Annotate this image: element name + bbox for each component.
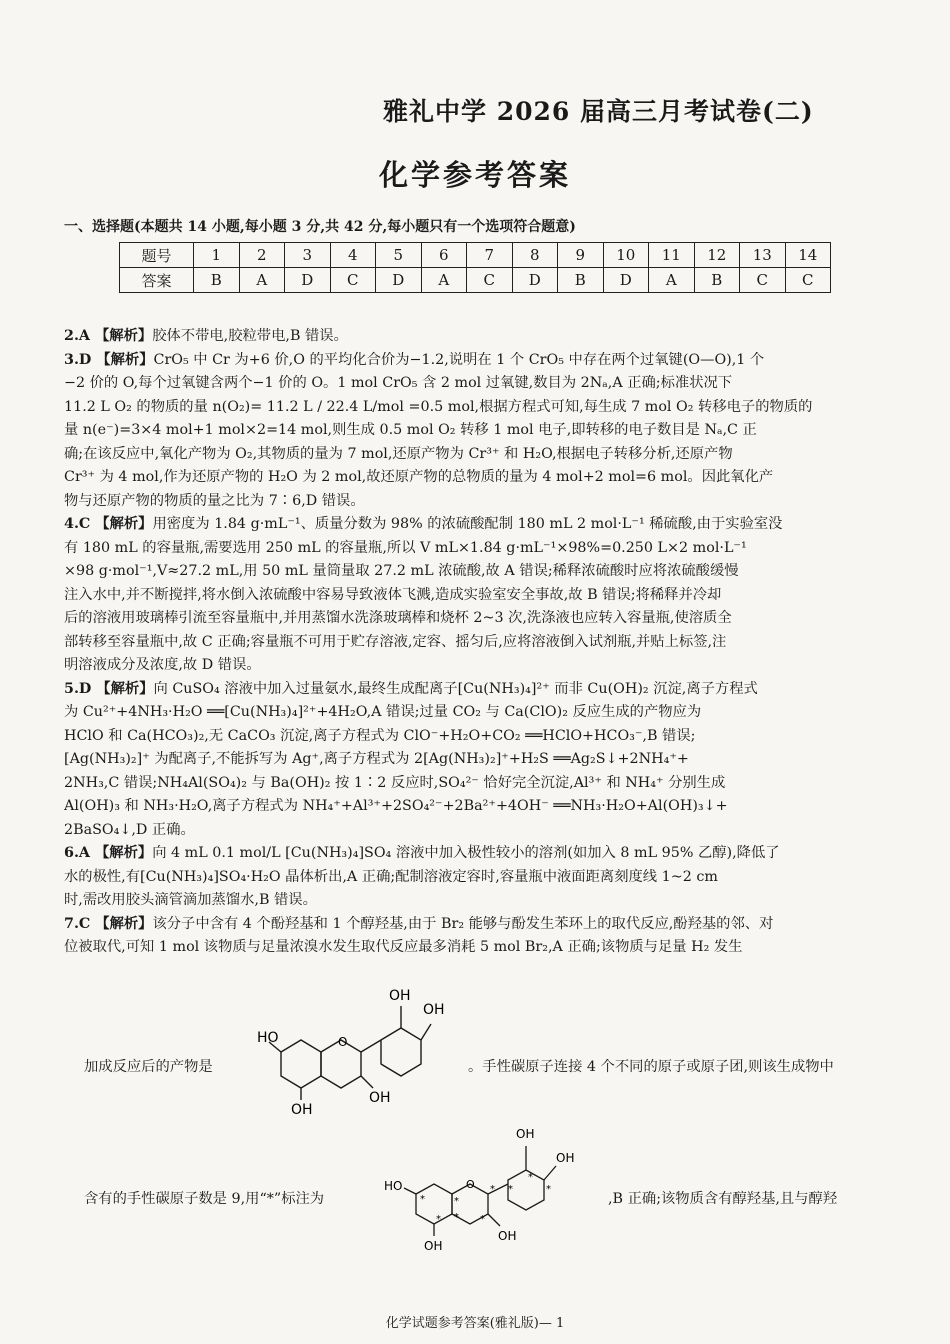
chiral-star: * [454, 1212, 459, 1223]
question-number-cell: 6 [421, 243, 467, 268]
question-number-cell: 5 [376, 243, 422, 268]
section-heading: 一、选择题(本题共 14 小题,每小题 3 分,共 42 分,每小题只有一个选项符合题意) [64, 219, 576, 235]
chiral-star: * [480, 1214, 485, 1225]
ring-oxygen-label: O [466, 1178, 475, 1191]
explanation-line [64, 537, 884, 561]
question-number-cell: 9 [558, 243, 604, 268]
explanation-text: 有 180 mL 的容量瓶,需要选用 250 mL 的容量瓶,所以 V mL×1.84 g·mL⁻¹×98%=0.250 L×2 mol·L⁻¹ [64, 539, 747, 556]
answer-cell: C [330, 268, 376, 293]
explanation-text: 时,需改用胶头滴管滴加蒸馏水,B 错误。 [64, 892, 317, 908]
question-number-cell: 12 [694, 243, 740, 268]
explanation-line [64, 466, 884, 490]
question-number-cell: 11 [649, 243, 695, 268]
explanation-line [64, 913, 884, 937]
question-lead: 6.A 【解析】 [64, 845, 153, 861]
explanation-line [64, 725, 884, 749]
answer-cell: B [694, 268, 740, 293]
question-lead: 2.A 【解析】 [64, 328, 153, 344]
explanation-line [64, 772, 884, 796]
explanation-text: 水的极性,有[Cu(NH₃)₄]SO₄·H₂O 晶体析出,A 正确;配制溶液定容时,容量瓶中液面距离刻度线 1~2 cm [64, 868, 718, 885]
ho-label: HO [257, 1030, 279, 1046]
chiral-star: * [508, 1184, 513, 1195]
answer-cell: C [467, 268, 513, 293]
chiral-star: * [528, 1172, 533, 1183]
explanation-text: 用密度为 1.84 g·mL⁻¹、质量分数为 98% 的浓硫酸配制 180 mL 2 mol·L⁻¹ 稀硫酸,由于实验室没 [152, 516, 783, 532]
oh-label: OH [389, 988, 411, 1004]
chiral-star: * [490, 1184, 495, 1195]
answer-cell: A [239, 268, 285, 293]
explanation-text: 为 Cu²⁺+4NH₃·H₂O ══[Cu(NH₃)₄]²⁺+4H₂O,A 错误;过量 CO₂ 与 Ca(ClO)₂ 反应生成的产物应为 [64, 704, 702, 720]
explanation-line [64, 419, 884, 443]
question-number-cell: 7 [467, 243, 513, 268]
explanation-line [64, 584, 884, 608]
explanation-text: HClO 和 Ca(HCO₃)₂,无 CaCO₃ 沉淀,离子方程式为 ClO⁻+H₂O+CO₂ ══HClO+HCO₃⁻,B 错误; [64, 727, 696, 744]
question-number-cell: 2 [239, 243, 285, 268]
answer-table [119, 242, 831, 293]
answer-cell: C [740, 268, 786, 293]
explanation-line [64, 842, 884, 866]
explanation-line [64, 701, 884, 725]
explanation-text: [Ag(NH₃)₂]⁺ 为配离子,不能拆写为 Ag⁺,离子方程式为 2[Ag(NH₃)₂]⁺+H₂S ══Ag₂S↓+2NH₄⁺+ [64, 751, 689, 767]
answer-cell: A [421, 268, 467, 293]
explanation-line [64, 560, 884, 584]
explanation-text: 部转移至容量瓶中,故 C 正确;容量瓶不可用于贮存溶液,定容、摇匀后,应将溶液倒入试剂瓶,并贴上标签,注 [64, 633, 727, 650]
question-number-cell: 3 [285, 243, 331, 268]
question-lead: 7.C 【解析】 [64, 915, 153, 932]
oh-label: OH [291, 1102, 313, 1118]
question-lead: 4.C 【解析】 [64, 516, 153, 532]
q7-caption-left-2: 含有的手性碳原子数是 9,用“*”标注为 [84, 1191, 325, 1207]
page-subtitle: 化学参考答案 [378, 158, 571, 192]
explanation-text: 后的溶液用玻璃棒引流至容量瓶中,并用蒸馏水洗涤玻璃棒和烧杯 2~3 次,洗涤液也应转入容量瓶,使溶质全 [64, 610, 732, 626]
oh-label: OH [369, 1090, 391, 1106]
explanation-line [64, 372, 884, 396]
question-number-cell: 13 [740, 243, 786, 268]
explanation-text: 确;在该反应中,氧化产物为 O₂,其物质的量为 7 mol,还原产物为 Cr³⁺ 和 H₂O,根据电子转移分析,还原产物 [64, 445, 733, 462]
q7-caption-right-2: ,B 正确;该物质含有醇羟基,且与醇羟 [608, 1191, 838, 1207]
explanation-text: 2BaSO₄↓,D 正确。 [64, 821, 195, 838]
explanation-line [64, 443, 884, 467]
explanation-line [64, 631, 884, 655]
explanation-line [64, 819, 884, 843]
answer-cell: D [285, 268, 331, 293]
answer-cell: B [194, 268, 240, 293]
question-number-row [120, 243, 831, 268]
q7-caption-left: 加成反应后的产物是 [84, 1059, 213, 1075]
chiral-star: * [436, 1214, 441, 1225]
explanation-text: 向 CuSO₄ 溶液中加入过量氨水,最终生成配离子[Cu(NH₃)₄]²⁺ 而非 Cu(OH)₂ 沉淀,离子方程式 [153, 680, 758, 697]
explanation-line [64, 513, 884, 537]
answer-row [120, 268, 831, 293]
explanation-line [64, 607, 884, 631]
answer-cell: C [785, 268, 831, 293]
answer-cell: A [649, 268, 695, 293]
explanation-text: 明溶液成分及浓度,故 D 错误。 [64, 657, 261, 673]
explanation-line [64, 349, 884, 373]
row-label: 答案 [120, 268, 194, 293]
oh-label: OH [498, 1229, 517, 1243]
explanation-text: 量 n(e⁻)=3×4 mol+1 mol×2=14 mol,则生成 0.5 mol O₂ 转移 1 mol 电子,即转移的电子数目是 Nₐ,C 正 [64, 422, 757, 438]
explanation-line [64, 866, 884, 890]
page-title: 雅礼中学 2026 届高三月考试卷(二) [383, 97, 814, 126]
explanation-text: ×98 g·mol⁻¹,V≈27.2 mL,用 50 mL 量筒量取 27.2 mL 浓硫酸,故 A 错误;稀释浓硫酸时应将浓硫酸缓慢 [64, 563, 739, 579]
explanation-text: Cr³⁺ 为 4 mol,作为还原产物的 H₂O 为 2 mol,故还原产物的总物质的量为 4 mol+2 mol=6 mol。因此氧化产 [64, 469, 774, 485]
ho-label: HO [384, 1179, 403, 1193]
question-lead: 5.D 【解析】 [64, 680, 154, 697]
question-number-cell: 1 [194, 243, 240, 268]
question-number-cell: 8 [512, 243, 558, 268]
explanation-text: Al(OH)₃ 和 NH₃·H₂O,离子方程式为 NH₄⁺+Al³⁺+2SO₄²⁻+2Ba²⁺+4OH⁻ ══NH₃·H₂O+Al(OH)₃↓+ [64, 798, 728, 814]
question-lead: 3.D 【解析】 [64, 351, 154, 368]
question-number-cell: 4 [330, 243, 376, 268]
explanation-text: CrO₅ 中 Cr 为+6 价,O 的平均化合价为−1.2,说明在 1 个 CrO₅ 中存在两个过氧键(O—O),1 个 [153, 351, 765, 368]
chiral-structure-diagram [380, 1122, 605, 1262]
oh-label: OH [424, 1239, 443, 1253]
explanation-line [64, 325, 884, 349]
explanation-line [64, 396, 884, 420]
chiral-star: * [454, 1196, 459, 1207]
explanation-line [64, 678, 884, 702]
oh-label: OH [516, 1127, 535, 1141]
chiral-star: * [546, 1184, 551, 1195]
explanation-body [64, 325, 884, 960]
answer-cell: D [603, 268, 649, 293]
question-number-cell: 14 [785, 243, 831, 268]
chiral-star: * [420, 1194, 425, 1205]
row-label: 题号 [120, 243, 194, 268]
explanation-line [64, 654, 884, 678]
q7-caption-right: 。手性碳原子连接 4 个不同的原子或原子团,则该生成物中 [468, 1059, 834, 1075]
page-footer: 化学试题参考答案(雅礼版)— 1 [385, 1316, 565, 1331]
question-number-cell: 10 [603, 243, 649, 268]
oh-label: OH [556, 1151, 575, 1165]
explanation-text: 胶体不带电,胶粒带电,B 错误。 [152, 328, 348, 344]
explanation-text: 该分子中含有 4 个酚羟基和 1 个醇羟基,由于 Br₂ 能够与酚发生苯环上的取代反应,酚羟基的邻、对 [152, 915, 774, 932]
explanation-line [64, 936, 884, 960]
explanation-line [64, 889, 884, 913]
explanation-text: 向 4 mL 0.1 mol/L [Cu(NH₃)₄]SO₄ 溶液中加入极性较小的溶剂(如加入 8 mL 95% 乙醇),降低了 [152, 845, 780, 861]
ring-oxygen-label: O [338, 1035, 348, 1049]
explanation-line [64, 795, 884, 819]
answer-cell: B [558, 268, 604, 293]
explanation-text: 物与还原产物的物质的量之比为 7∶6,D 错误。 [64, 492, 365, 509]
explanation-line [64, 490, 884, 514]
product-structure-diagram [243, 982, 463, 1122]
explanation-text: 位被取代,可知 1 mol 该物质与足量浓溴水发生取代反应最多消耗 5 mol Br₂,A 正确;该物质与足量 H₂ 发生 [64, 939, 743, 955]
answer-cell: D [376, 268, 422, 293]
explanation-text: 注入水中,并不断搅拌,将水倒入浓硫酸中容易导致液体飞溅,造成实验室安全事故,故 B 错误;将稀释并冷却 [64, 586, 722, 603]
explanation-line [64, 748, 884, 772]
explanation-text: 11.2 L O₂ 的物质的量 n(O₂)= 11.2 L / 22.4 L/mol =0.5 mol,根据方程式可知,每生成 7 mol O₂ 转移电子的物质的 [64, 398, 813, 415]
explanation-text: −2 价的 O,每个过氧键含两个−1 价的 O。1 mol CrO₅ 含 2 mol 过氧键,数目为 2Nₐ,A 正确;标准状况下 [64, 375, 733, 391]
oh-label: OH [423, 1002, 445, 1018]
explanation-text: 2NH₃,C 错误;NH₄Al(SO₄)₂ 与 Ba(OH)₂ 按 1∶2 反应时,SO₄²⁻ 恰好完全沉淀,Al³⁺ 和 NH₄⁺ 分别生成 [64, 774, 726, 791]
answer-cell: D [512, 268, 558, 293]
